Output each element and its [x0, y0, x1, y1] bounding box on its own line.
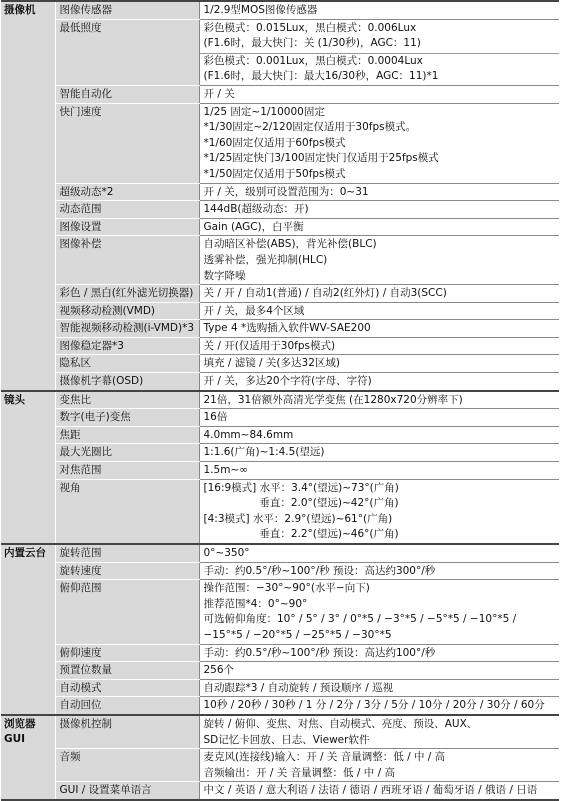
- spec-value: [199, 426, 559, 444]
- spec-value-line: 1/2.9型MOS图像传感器: [203, 4, 318, 16]
- spec-value-line: 操作范围：−30°~90°(水平−向下): [203, 582, 370, 595]
- spec-label: 音频: [55, 749, 199, 782]
- pantilt-row: [1, 662, 559, 680]
- camera-row: [1, 337, 559, 355]
- spec-value: [199, 662, 559, 680]
- spec-label: 图像设置: [55, 218, 199, 236]
- spec-value: [199, 19, 559, 85]
- spec-value-line: 彩色模式：0.015Lux，黑白模式：0.006Lux: [203, 21, 417, 34]
- spec-value: [199, 1, 559, 19]
- spec-label: 动态范围: [55, 201, 199, 219]
- spec-label: 最低照度: [55, 19, 199, 85]
- spec-label: 超级动态*2: [55, 183, 199, 201]
- spec-value-line: 1:1.6(广角)~1:4.5(望远): [203, 446, 325, 459]
- spec-value-line: 10秒 / 20秒 / 30秒 / 1 分 / 2分 / 3分 / 5分 / 10分 / 20分 / 30分 / 60分: [203, 699, 545, 712]
- lens-row: [1, 391, 559, 409]
- camera-category: 摄像机: [1, 1, 55, 391]
- spec-value-line: −15°*5 / −20°*5 / −25°*5 / −30°*5: [203, 628, 392, 641]
- spec-value-line: 开 / 关，最多4个区域: [203, 304, 305, 317]
- spec-value-line: *1/60固定仅适用于60fps模式: [203, 136, 346, 149]
- spec-value: [199, 782, 559, 800]
- spec-value-line: 彩色模式：0.001Lux，黑白模式：0.0004Lux: [203, 54, 423, 67]
- spec-value: [199, 85, 559, 103]
- spec-label: 数字(电子)变焦: [55, 409, 199, 427]
- camera-row: [1, 236, 559, 285]
- pantilt-row: [1, 562, 559, 580]
- spec-label: 变焦比: [55, 391, 199, 409]
- spec-value: [199, 715, 559, 749]
- camera-row: [1, 183, 559, 201]
- spec-value-line: 中文 / 英语 / 意大利语 / 法语 / 德语 / 西班牙语 / 葡萄牙语 / 俄语 / 日语: [203, 784, 538, 797]
- spec-value: [199, 444, 559, 462]
- spec-value-line: 开 / 关，级别可设置范围为：0~31: [203, 185, 369, 198]
- category-label-line: 浏览器: [4, 717, 36, 730]
- pantilt-row: [1, 697, 559, 715]
- spec-label: 智能自动化: [55, 85, 199, 103]
- spec-value: [199, 183, 559, 201]
- lens-row: [1, 479, 559, 544]
- spec-value-line: 旋转 / 俯仰、变焦、对焦、自动模式、亮度、预设、AUX、: [203, 717, 478, 730]
- spec-value-line: 关 / 开(仅适用于30fps模式): [203, 339, 336, 352]
- spec-value-line: 麦克风(连接线)输入：开 / 关 音量调整：低 / 中 / 高: [203, 751, 446, 764]
- spec-value-line: 144dB(超级动态：开): [203, 203, 309, 216]
- pantilt-row: [1, 580, 559, 644]
- spec-label: 快门速度: [55, 103, 199, 183]
- spec-label: 视频移动检测(VMD): [55, 302, 199, 320]
- spec-label: 俯仰速度: [55, 644, 199, 662]
- spec-label: 图像传感器: [55, 1, 199, 19]
- spec-value-line: *1/30固定~2/120固定仅适用于30fps模式。: [203, 121, 417, 134]
- camera-row: [1, 1, 559, 19]
- spec-value: [199, 679, 559, 697]
- spec-value-line: 1.5m~∞: [203, 464, 248, 477]
- spec-value-line: 手动：约0.5°/秒~100°/秒 预设：高达约300°/秒: [203, 564, 436, 577]
- spec-value-line: (F1.6时，最大快门：关 (1/30秒)，AGC：11): [203, 37, 421, 50]
- camera-row: [1, 19, 559, 85]
- spec-value-line: 16倍: [203, 411, 228, 424]
- spec-value: [199, 103, 559, 183]
- browser-row: [1, 715, 559, 749]
- spec-table: [1, 0, 559, 801]
- lens-row: [1, 426, 559, 444]
- spec-value-line: 1/25 固定~1/10000固定: [203, 105, 325, 118]
- spec-value-line: [16:9模式] 水平：3.4°(望远)~73°(广角): [203, 481, 399, 494]
- camera-row: [1, 302, 559, 320]
- spec-label: 预置位数量: [55, 662, 199, 680]
- spec-value: [199, 479, 559, 544]
- spec-value-line: 垂直：2.2°(望远)~46°(广角): [203, 528, 399, 541]
- spec-value: [199, 391, 559, 409]
- spec-label: 隐私区: [55, 355, 199, 373]
- spec-label: 摄像机控制: [55, 715, 199, 749]
- spec-value: [199, 562, 559, 580]
- spec-value-line: (F1.6时，最大快门：最大16/30秒，AGC：11)*1: [203, 70, 439, 83]
- spec-value-line: 垂直：2.0°(望远)~42°(广角): [203, 497, 399, 510]
- spec-value: [199, 236, 559, 285]
- lens-row: [1, 462, 559, 480]
- spec-value-line: SD记忆卡回放、日志、Viewer软件: [203, 733, 370, 746]
- spec-value-line: 4.0mm~84.6mm: [203, 428, 294, 441]
- spec-label: 图像稳定器*3: [55, 337, 199, 355]
- spec-value-line: 手动：约0.5°/秒~100°/秒 预设：高达约100°/秒: [203, 646, 436, 659]
- lens-category: 镜头: [1, 391, 55, 544]
- spec-value-line: 开 / 关，多达20个字符(字母、字符): [203, 375, 372, 388]
- spec-label: 自动模式: [55, 679, 199, 697]
- camera-row: [1, 218, 559, 236]
- camera-row: [1, 373, 559, 391]
- spec-value: [199, 302, 559, 320]
- spec-value: [199, 355, 559, 373]
- spec-value: [199, 697, 559, 715]
- lens-row: [1, 409, 559, 427]
- spec-label: 旋转速度: [55, 562, 199, 580]
- browser-category: [1, 715, 55, 800]
- category-label-line: GUI: [4, 732, 26, 745]
- browser-row: [1, 749, 559, 782]
- camera-row: [1, 355, 559, 373]
- camera-row: [1, 201, 559, 219]
- spec-value-line: 自动暗区补偿(ABS)，背光补偿(BLC): [203, 238, 377, 251]
- spec-value-line: 音频输出：开 / 关 音量调整：低 / 中 / 高: [203, 766, 395, 779]
- spec-sheet: [1, 0, 559, 801]
- spec-value-line: 透雾补偿，强光抑制(HLC): [203, 253, 328, 266]
- spec-label: 俯仰范围: [55, 580, 199, 644]
- camera-row: [1, 285, 559, 303]
- spec-value-line: 256个: [203, 664, 235, 677]
- camera-row: [1, 320, 559, 338]
- spec-label: 智能视频移动检测(i-VMD)*3: [55, 320, 199, 338]
- spec-label: 对焦范围: [55, 462, 199, 480]
- spec-label: 自动回位: [55, 697, 199, 715]
- spec-value: [199, 644, 559, 662]
- browser-row: [1, 782, 559, 800]
- spec-value-line: 关 / 开 / 自动1(普通) / 自动2(红外灯) / 自动3(SCC): [203, 287, 447, 300]
- spec-value-line: Gain (AGC)，白平衡: [203, 220, 304, 233]
- spec-label: 图像补偿: [55, 236, 199, 285]
- spec-value: [199, 218, 559, 236]
- spec-value: [199, 373, 559, 391]
- spec-value: [199, 337, 559, 355]
- spec-value: [199, 409, 559, 427]
- spec-label: 彩色 / 黑白(红外滤光切换器): [55, 285, 199, 303]
- spec-value-line: *1/25固定快门3/100固定快门仅适用于25fps模式: [203, 152, 439, 165]
- spec-value: [199, 201, 559, 219]
- spec-value-subblock: [200, 53, 560, 85]
- spec-value-line: 数字降噪: [203, 269, 246, 282]
- spec-value-line: 开 / 关: [203, 87, 235, 100]
- spec-value-line: 自动跟踪*3 / 自动旋转 / 预设顺序 / 巡视: [203, 681, 394, 694]
- spec-label: 最大光圈比: [55, 444, 199, 462]
- spec-value-line: 填充 / 滤镜 / 关(多达32区域): [203, 357, 340, 370]
- lens-row: [1, 444, 559, 462]
- spec-value-line: Type 4 *选购插入软件WV-SAE200: [203, 322, 371, 335]
- spec-value: [199, 285, 559, 303]
- pantilt-category: 内置云台: [1, 544, 55, 715]
- spec-value: [199, 749, 559, 782]
- spec-value-line: 推荐范围*4：0°~90°: [203, 597, 308, 610]
- spec-value: [199, 462, 559, 480]
- spec-value-line: 0°~350°: [203, 547, 250, 559]
- spec-label: 焦距: [55, 426, 199, 444]
- camera-row: [1, 85, 559, 103]
- spec-value: [199, 580, 559, 644]
- camera-row: [1, 103, 559, 183]
- spec-value-line: 可选俯仰角度：10° / 5° / 3° / 0°*5 / −3°*5 / −5°*5 / −10°*5 /: [203, 613, 517, 626]
- spec-label: 摄像机字幕(OSD): [55, 373, 199, 391]
- spec-label: 旋转范围: [55, 544, 199, 562]
- spec-value-line: [4:3模式] 水平：2.9°(望远)~61°(广角): [203, 512, 393, 525]
- spec-label: GUI / 设置菜单语言: [55, 782, 199, 800]
- spec-value: [199, 544, 559, 562]
- spec-value: [199, 320, 559, 338]
- spec-label: 视角: [55, 479, 199, 544]
- spec-value-line: *1/50固定仅适用于50fps模式: [203, 167, 346, 180]
- pantilt-row: [1, 544, 559, 562]
- pantilt-row: [1, 644, 559, 662]
- pantilt-row: [1, 679, 559, 697]
- spec-value-line: 21倍，31倍额外高清光学变焦 (在1280x720分辨率下): [203, 393, 463, 406]
